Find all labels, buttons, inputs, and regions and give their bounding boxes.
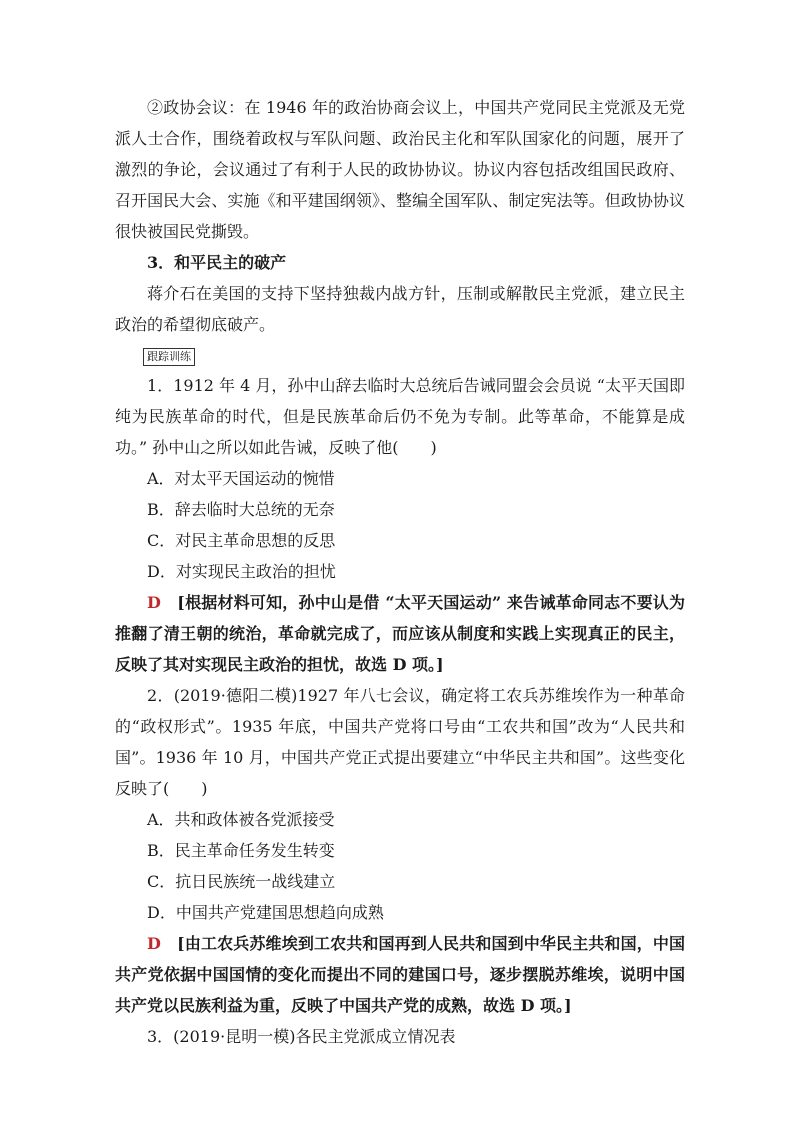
answer-explanation [115,928,685,1021]
intro-paragraph-item2: ②政协会议：在 1946 年的政治协商会议上，中国共产党同民主党派及无党派人士合作，围绕着政权与军队问题、政治民主化和军队国家化的问题，展开了激烈的争论，会议通过了有利于人民的政协协议。协议内容包括改组国民政府、召开国民大会、实施《和平建国纲领》、整编全国军队、制定宪法等。但政协协议很快被国民党撕毁。 [115,98,685,241]
answer-explanation [115,587,685,680]
section-paragraph: 蒋介石在美国的支持下坚持独裁内战方针，压制或解散民主党派，建立民主政治的希望彻底破产。 [115,284,685,334]
option-d: D．中国共产党建国思想趋向成熟 [147,903,384,922]
question-stem: 2．(2019·德阳二模)1927 年八七会议，确定将工农兵苏维埃作为一种革命的“政权形式”。1935 年底，中国共产党将口号由“工农共和国”改为“人民共和国”。1936 年 10 月，中国共产党正式提出要建立“中华民主共和国”。这些变化反映了( ) [115,686,685,798]
option-c: C．抗日民族统一战线建立 [147,872,336,891]
option-a: A．共和政体被各党派接受 [147,810,335,829]
practice-tag: 跟踪训练 [143,348,195,366]
question-block [115,1021,685,1052]
question-block [115,370,685,680]
option-d: D．对实现民主政治的担忧 [147,562,336,581]
explanation-text: [由工农兵苏维埃到工农共和国再到人民共和国到中华民主共和国，中国共产党依据中国国情的变化而提出不同的建国口号，逐步摆脱苏维埃，说明中国共产党以民族利益为重，反映了中国共产党的成熟，故选 D 项。] [115,934,685,1015]
option-a: A．对太平天国运动的惋惜 [147,469,335,488]
option-c: C．对民主革命思想的反思 [147,531,336,550]
answer-letter: D [147,593,161,612]
answer-letter: D [147,934,161,953]
section-heading: 3．和平民主的破产 [147,253,287,272]
option-b: B．辞去临时大总统的无奈 [147,500,335,519]
explanation-text: [根据材料可知，孙中山是借 “太平天国运动” 来告诫革命同志不要认为推翻了清王朝的统治，革命就完成了，而应该从制度和实践上实现真正的民主，反映了其对实现民主政治的担忧，故选 D 项。] [115,593,685,674]
practice-tag-row [115,342,685,370]
question-block [115,680,685,1021]
option-b: B．民主革命任务发生转变 [147,841,335,860]
question-stem: 3．(2019·昆明一模)各民主党派成立情况表 [147,1027,456,1046]
document-body [115,92,685,1052]
question-stem: 1．1912 年 4 月，孙中山辞去临时大总统后告诫同盟会会员说 “太平天国即纯为民族革命的时代，但是民族革命后仍不免为专制。此等革命，不能算是成功。” 孙中山之所以如此告诫，反映了他( ) [115,376,685,457]
